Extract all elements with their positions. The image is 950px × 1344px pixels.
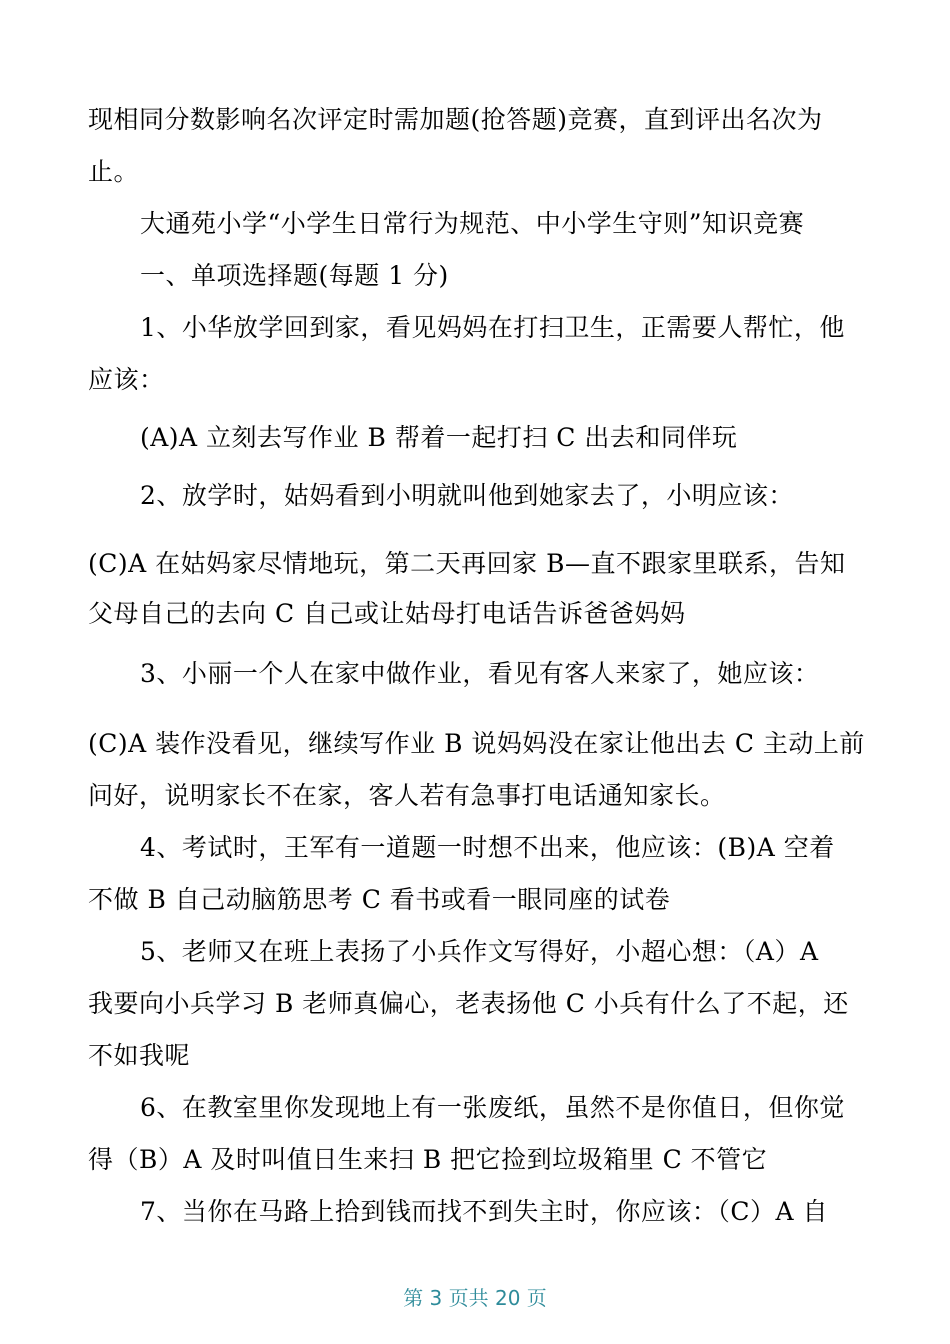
question-7-text: 7、当你在马路上拾到钱而找不到失主时，你应该：（C）A 自 [140, 1197, 829, 1226]
question-5-text: 5、老师又在班上表扬了小兵作文写得好，小超心想：（A）A [140, 937, 819, 966]
question-type-heading: 一、单项选择题(每题 1 分) [140, 261, 449, 290]
question-3-text: 3、小丽一个人在家中做作业，看见有客人来家了，她应该： [140, 659, 820, 688]
section-heading: 大通苑小学“小学生日常行为规范、中小学生守则”知识竞赛 [140, 209, 805, 238]
question-5-options: 我要向小兵学习 B 老师真偏心，老表扬他 C 小兵有什么了不起，还 [88, 989, 849, 1018]
question-5-options-cont: 不如我呢 [88, 1041, 191, 1070]
question-2-text: 2、放学时，姑妈看到小明就叫他到她家去了，小明应该： [140, 481, 794, 510]
question-3-options-cont: 问好，说明家长不在家，客人若有急事打电话通知家长。 [88, 781, 726, 810]
question-2-options-cont: 父母自己的去向 C 自己或让姑母打电话告诉爸爸妈妈 [88, 599, 686, 628]
question-3-options: (C)A 装作没看见，继续写作业 B 说妈妈没在家让他出去 C 主动上前 [88, 729, 865, 758]
question-6-options: 得（B）A 及时叫值日生来扫 B 把它捡到垃圾箱里 C 不管它 [88, 1145, 768, 1174]
question-1-text-cont: 应该： [88, 365, 165, 394]
question-4-options: 不做 B 自己动脑筋思考 C 看书或看一眼同座的试卷 [88, 885, 671, 914]
question-1-options: (A)A 立刻去写作业 B 帮着一起打扫 C 出去和同伴玩 [140, 423, 738, 452]
question-1-text: 1、小华放学回到家，看见妈妈在打扫卫生，正需要人帮忙，他 [140, 313, 845, 342]
text-line: 现相同分数影响名次评定时需加题(抢答题)竞赛，直到评出名次为 [88, 105, 823, 134]
question-2-options: (C)A 在姑妈家尽情地玩，第二天再回家 B—直不跟家里联系，告知 [88, 549, 846, 578]
question-4-text: 4、考试时，王军有一道题一时想不出来，他应该：(B)A 空着 [140, 833, 835, 862]
text-line: 止。 [88, 157, 140, 186]
question-6-text: 6、在教室里你发现地上有一张废纸，虽然不是你值日，但你觉 [140, 1093, 845, 1122]
page-number-footer: 第 3 页共 20 页 [403, 1286, 547, 1310]
